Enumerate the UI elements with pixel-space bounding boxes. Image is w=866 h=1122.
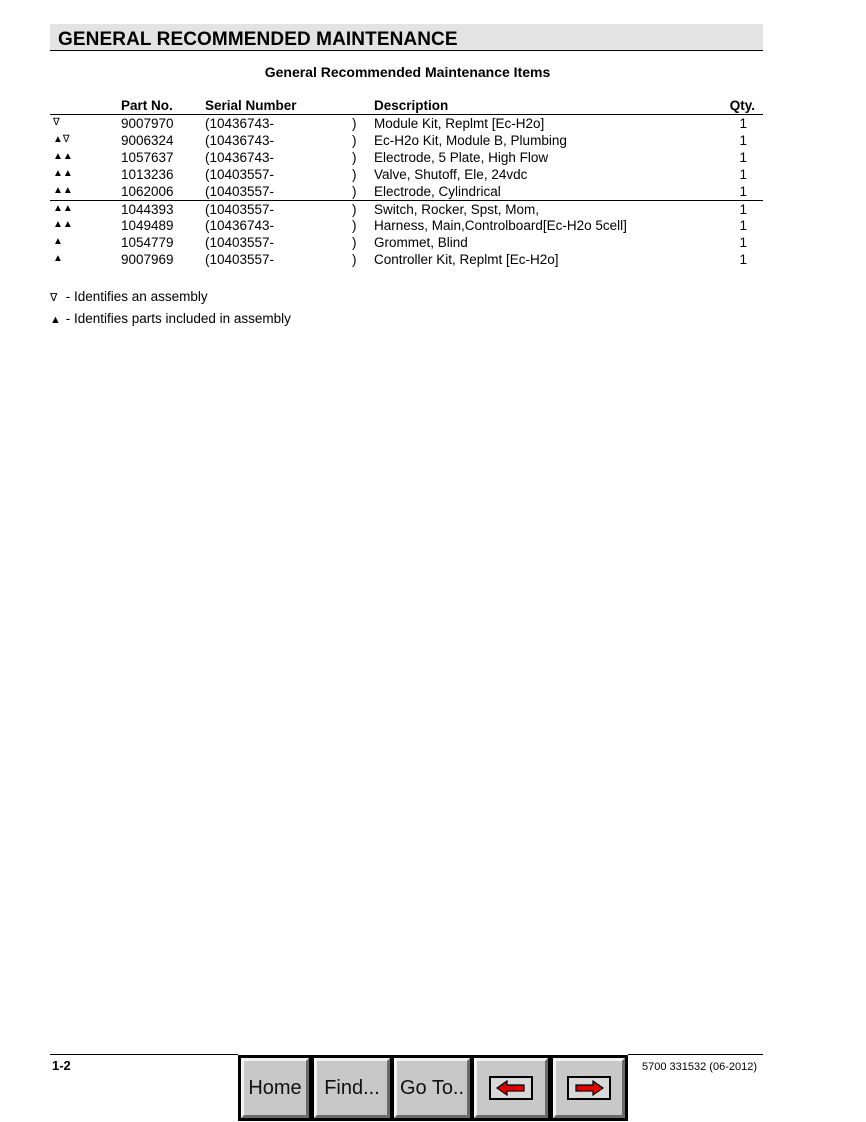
part-number: 1057637 (121, 150, 174, 165)
right-arrow-icon (567, 1076, 611, 1100)
quantity: 1 (739, 133, 747, 148)
part-description: Switch, Rocker, Spst, Mom, (374, 202, 540, 217)
serial-number: (10403557- (205, 167, 275, 182)
table-row (50, 132, 763, 149)
serial-number: (10403557- (205, 252, 275, 267)
serial-number: (10403557- (205, 235, 275, 250)
serial-close-paren: ) (352, 252, 357, 267)
serial-number: (10436743- (205, 218, 275, 233)
assembly-symbol: ∇ (50, 292, 58, 304)
footer-rule (50, 1054, 238, 1055)
part-number: 9007969 (121, 252, 174, 267)
quantity: 1 (739, 116, 747, 131)
serial-number: (10436743- (205, 116, 275, 131)
part-description: Electrode, Cylindrical (374, 184, 501, 199)
table-row (50, 200, 763, 217)
quantity: 1 (739, 202, 747, 217)
row-symbol: ▲▲ (53, 151, 73, 162)
next-page-button[interactable] (553, 1058, 625, 1118)
table-row (50, 217, 763, 234)
row-symbol: ∇ (53, 117, 60, 128)
part-description: Module Kit, Replmt [Ec-H2o] (374, 116, 545, 131)
serial-number: (10403557- (205, 202, 275, 217)
home-button[interactable]: Home (241, 1058, 309, 1118)
serial-number: (10403557- (205, 184, 275, 199)
quantity: 1 (739, 218, 747, 233)
part-number: 9006324 (121, 133, 174, 148)
col-serial-number: Serial Number (205, 98, 297, 113)
col-qty: Qty. (729, 98, 755, 113)
part-description: Grommet, Blind (374, 235, 468, 250)
table-row (50, 183, 763, 200)
parts-table (50, 97, 763, 268)
row-symbol: ▲▲ (53, 185, 73, 196)
quantity: 1 (739, 235, 747, 250)
row-symbol: ▲∇ (53, 134, 70, 145)
table-row (50, 149, 763, 166)
left-arrow-icon (489, 1076, 533, 1100)
find-button[interactable]: Find... (314, 1058, 390, 1118)
serial-close-paren: ) (352, 202, 357, 217)
part-number: 1062006 (121, 184, 174, 199)
part-number: 1054779 (121, 235, 174, 250)
table-row (50, 234, 763, 251)
row-symbol: ▲▲ (53, 219, 73, 230)
page-title: GENERAL RECOMMENDED MAINTENANCE (58, 29, 458, 50)
serial-number: (10436743- (205, 150, 275, 165)
part-description: Electrode, 5 Plate, High Flow (374, 150, 549, 165)
legend-assembly (50, 289, 208, 304)
table-row (50, 251, 763, 268)
previous-page-button[interactable] (474, 1058, 548, 1118)
table-header (50, 97, 763, 115)
serial-close-paren: ) (352, 184, 357, 199)
section-subtitle: General Recommended Maintenance Items (264, 64, 551, 80)
serial-close-paren: ) (352, 235, 357, 250)
legend-text: - Identifies an assembly (65, 289, 208, 304)
part-number: 1049489 (121, 218, 174, 233)
table-row (50, 166, 763, 183)
row-symbol: ▲▲ (53, 168, 73, 179)
page-number: 1-2 (52, 1058, 71, 1073)
part-description: Controller Kit, Replmt [Ec-H2o] (374, 252, 559, 267)
col-part-no: Part No. (121, 98, 173, 113)
document-id: 5700 331532 (06-2012) (642, 1061, 757, 1073)
row-symbol: ▲▲ (53, 203, 73, 214)
legend-included (50, 311, 291, 326)
part-description: Ec-H2o Kit, Module B, Plumbing (374, 133, 567, 148)
quantity: 1 (739, 150, 747, 165)
header-bar (50, 24, 763, 51)
quantity: 1 (739, 167, 747, 182)
part-number: 1044393 (121, 202, 174, 217)
table-row (50, 115, 763, 132)
serial-number: (10436743- (205, 133, 275, 148)
serial-close-paren: ) (352, 133, 357, 148)
row-symbol: ▲ (53, 253, 63, 264)
serial-close-paren: ) (352, 150, 357, 165)
included-symbol: ▲ (50, 314, 61, 326)
goto-button[interactable]: Go To.. (394, 1058, 470, 1118)
part-number: 1013236 (121, 167, 174, 182)
col-description: Description (374, 98, 449, 113)
part-description: Valve, Shutoff, Ele, 24vdc (374, 167, 528, 182)
serial-close-paren: ) (352, 167, 357, 182)
legend-text: - Identifies parts included in assembly (65, 311, 291, 326)
row-symbol: ▲ (53, 236, 63, 247)
quantity: 1 (739, 184, 747, 199)
serial-close-paren: ) (352, 218, 357, 233)
quantity: 1 (739, 252, 747, 267)
part-description: Harness, Main,Controlboard[Ec-H2o 5cell] (374, 218, 627, 233)
serial-close-paren: ) (352, 116, 357, 131)
part-number: 9007970 (121, 116, 174, 131)
footer-rule (628, 1054, 763, 1055)
